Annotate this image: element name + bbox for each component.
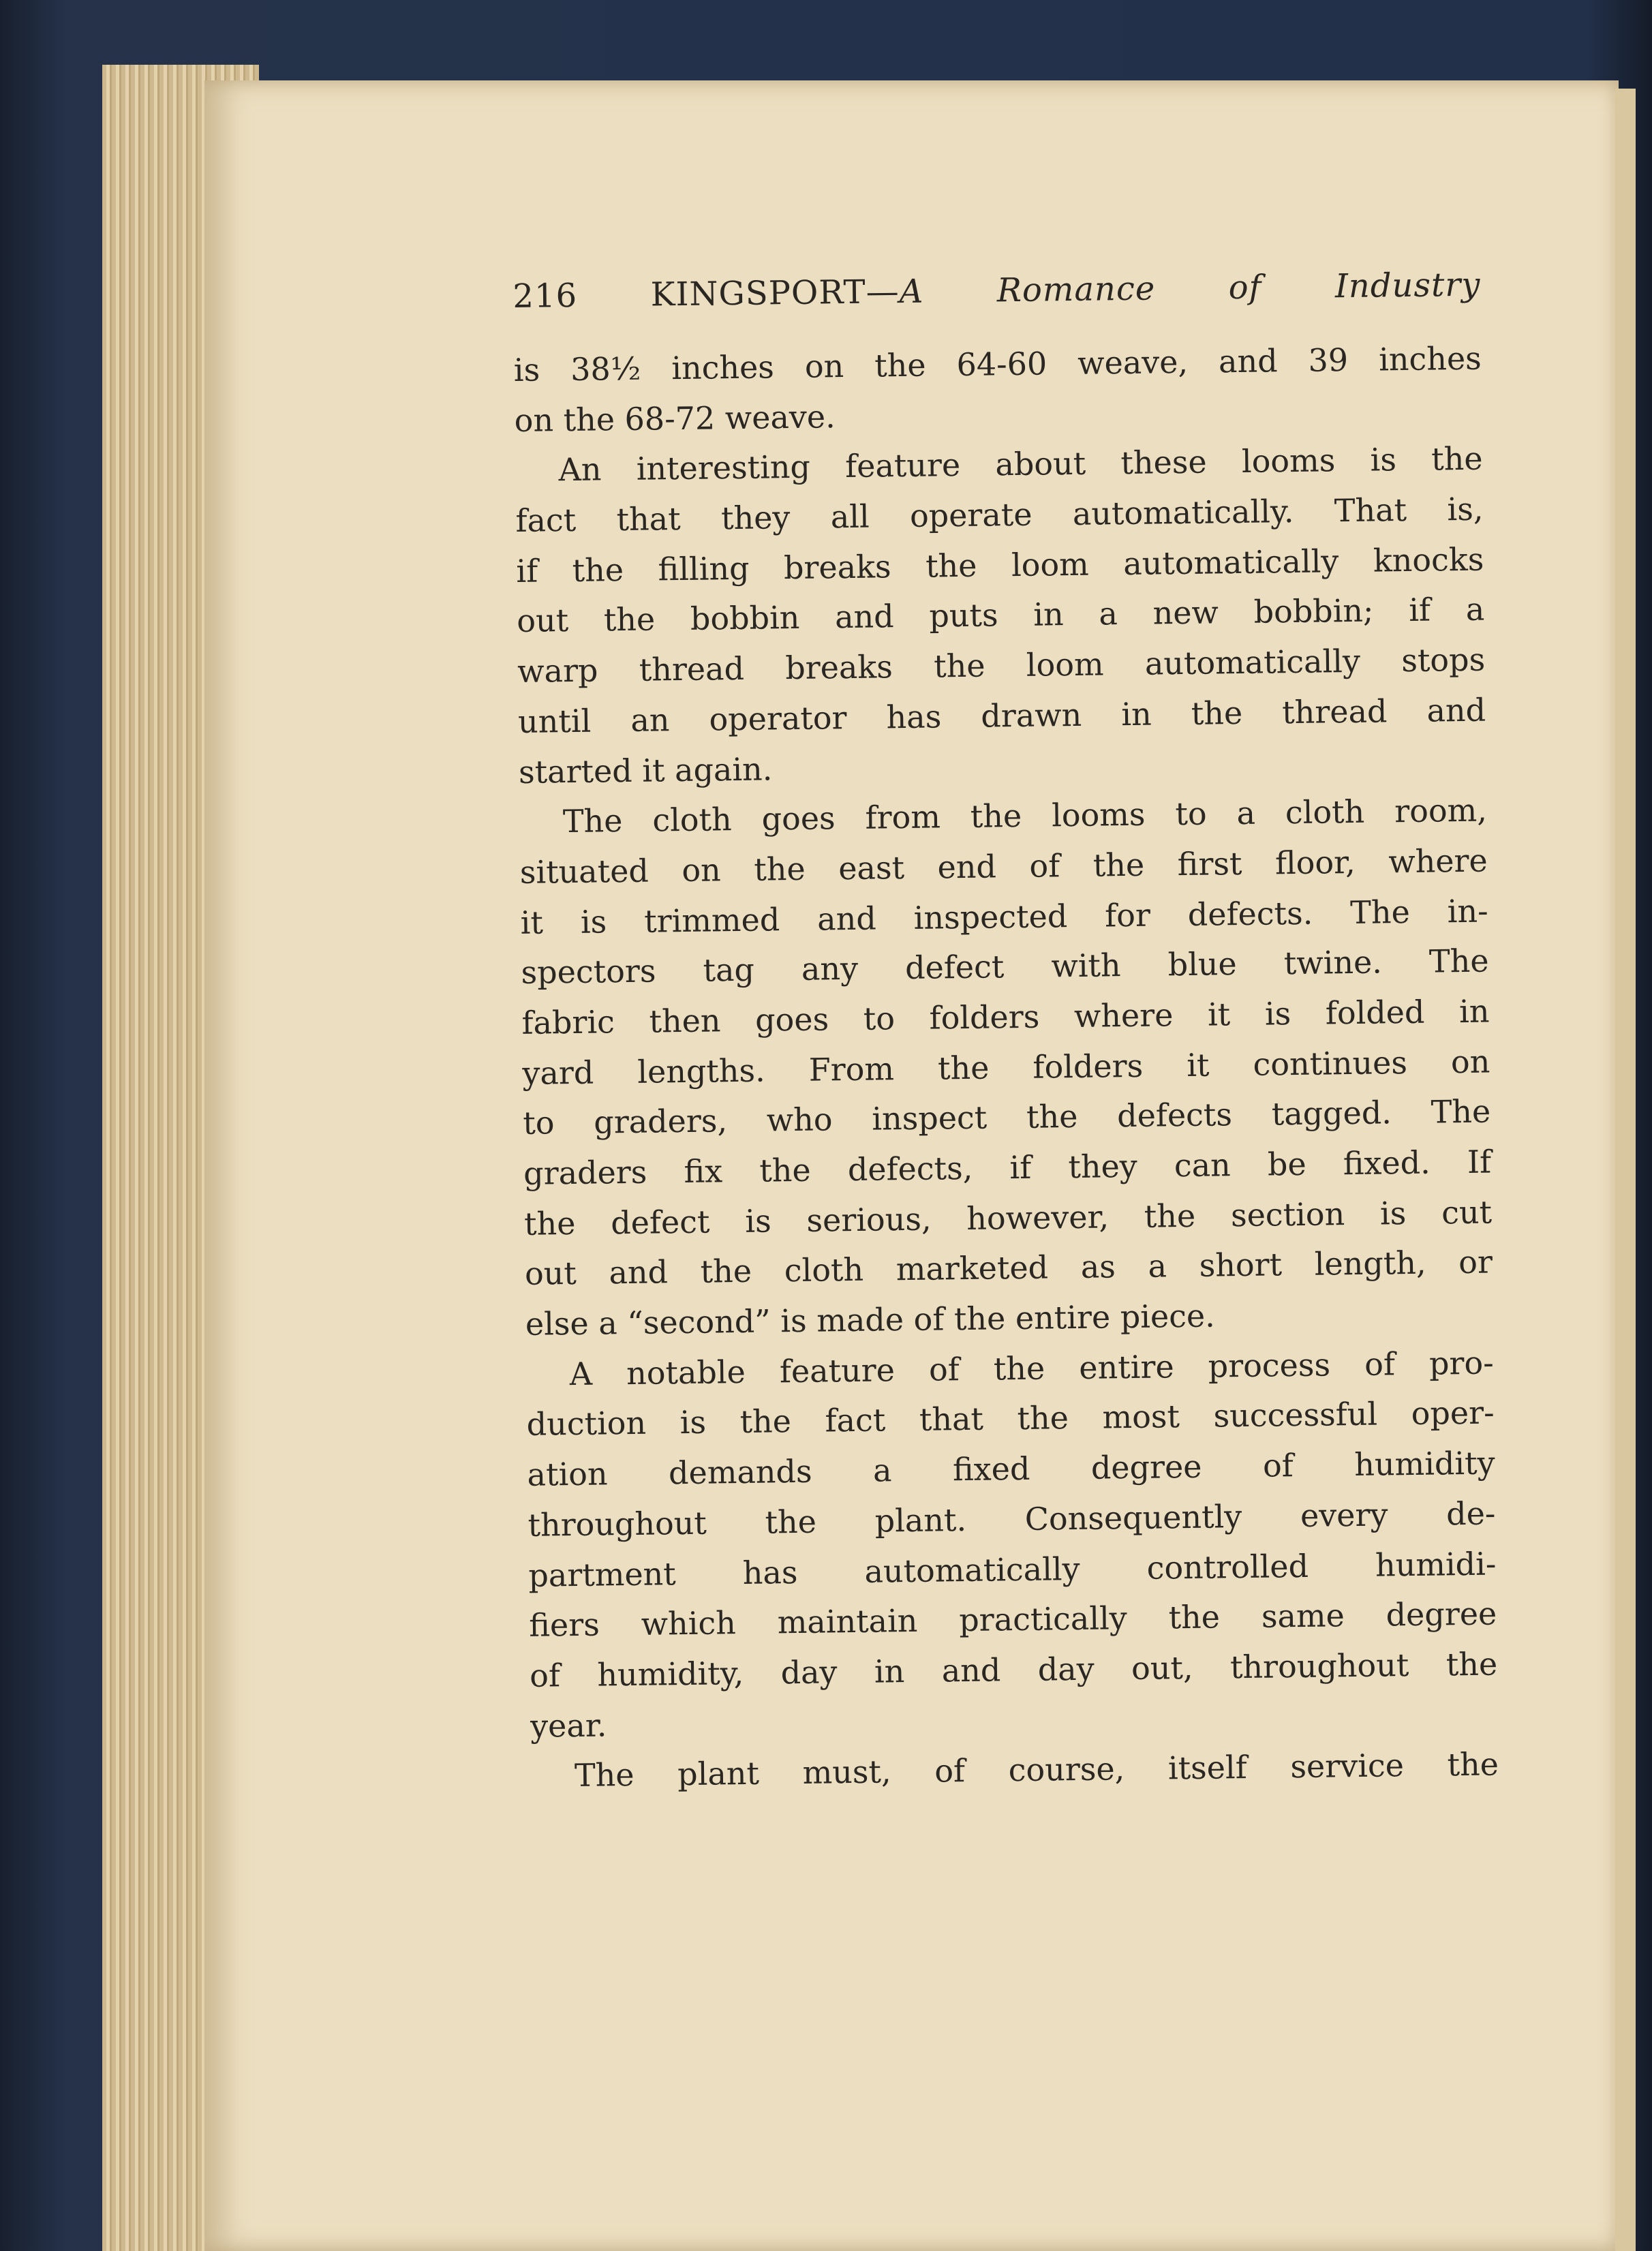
page-number: 216 <box>513 276 578 316</box>
text-line: to graders, who inspect the defects tagged. The <box>522 1092 1491 1142</box>
text-line: graders fix the defects, if they can be fixed. If <box>523 1143 1492 1192</box>
text-line: if the filling breaks the loom automatically knocks <box>516 540 1484 589</box>
text-line: the defect is serious, however, the section is cut <box>523 1193 1493 1242</box>
text-line: The cloth goes from the looms to a cloth room, <box>562 791 1488 840</box>
text-line: An interesting feature about these looms is the <box>558 440 1483 489</box>
text-line: until an operator has drawn in the thread and <box>517 691 1486 740</box>
running-header <box>513 258 1481 324</box>
text-line: of humidity, day in and day out, throughout the <box>529 1645 1498 1694</box>
text-line: it is trimmed and inspected for defects. The in- <box>520 892 1488 941</box>
facing-page-edge <box>1615 89 1636 2251</box>
text-line: throughout the plant. Consequently every de- <box>527 1495 1496 1544</box>
running-title <box>650 266 1480 314</box>
text-line: out the bobbin and puts in a new bobbin; if a <box>516 591 1485 640</box>
text-line: A notable feature of the entire process of pro- <box>569 1344 1495 1392</box>
text-line: warp thread breaks the loom automatically stops <box>517 641 1486 690</box>
text-line: ation demands a fixed degree of humidity <box>527 1444 1495 1493</box>
text-line: The plant must, of course, itself service the <box>574 1745 1499 1794</box>
book-subtitle: A Romance of Industry <box>899 265 1481 311</box>
text-line: fabric then goes to folders where it is folded in <box>521 992 1490 1041</box>
text-line: partment has automatically controlled humidi- <box>528 1545 1497 1594</box>
text-line: year. <box>530 1706 607 1745</box>
text-line: on the 68-72 weave. <box>514 397 836 439</box>
text-line: duction is the fact that the most successful oper- <box>526 1394 1495 1443</box>
book-title: KINGSPORT— <box>650 273 900 314</box>
text-line: else a “second” is made of the entire piece. <box>525 1297 1216 1343</box>
text-line: started it again. <box>518 750 773 791</box>
page-text <box>513 258 1499 1802</box>
text-line: fiers which maintain practically the same degree <box>528 1595 1497 1644</box>
text-line: yard lengths. From the folders it continues on <box>522 1043 1490 1092</box>
text-line: situated on the east end of the first floor, where <box>519 842 1488 891</box>
text-line: fact that they all operate automatically. That is, <box>515 490 1484 540</box>
text-line: is 38½ inches on the 64-60 weave, and 39 inches <box>513 339 1482 388</box>
body-text <box>513 334 1499 1802</box>
text-line: out and the cloth marketed as a short length, or <box>524 1243 1493 1293</box>
text-line: spectors tag any defect with blue twine. The <box>521 942 1489 992</box>
